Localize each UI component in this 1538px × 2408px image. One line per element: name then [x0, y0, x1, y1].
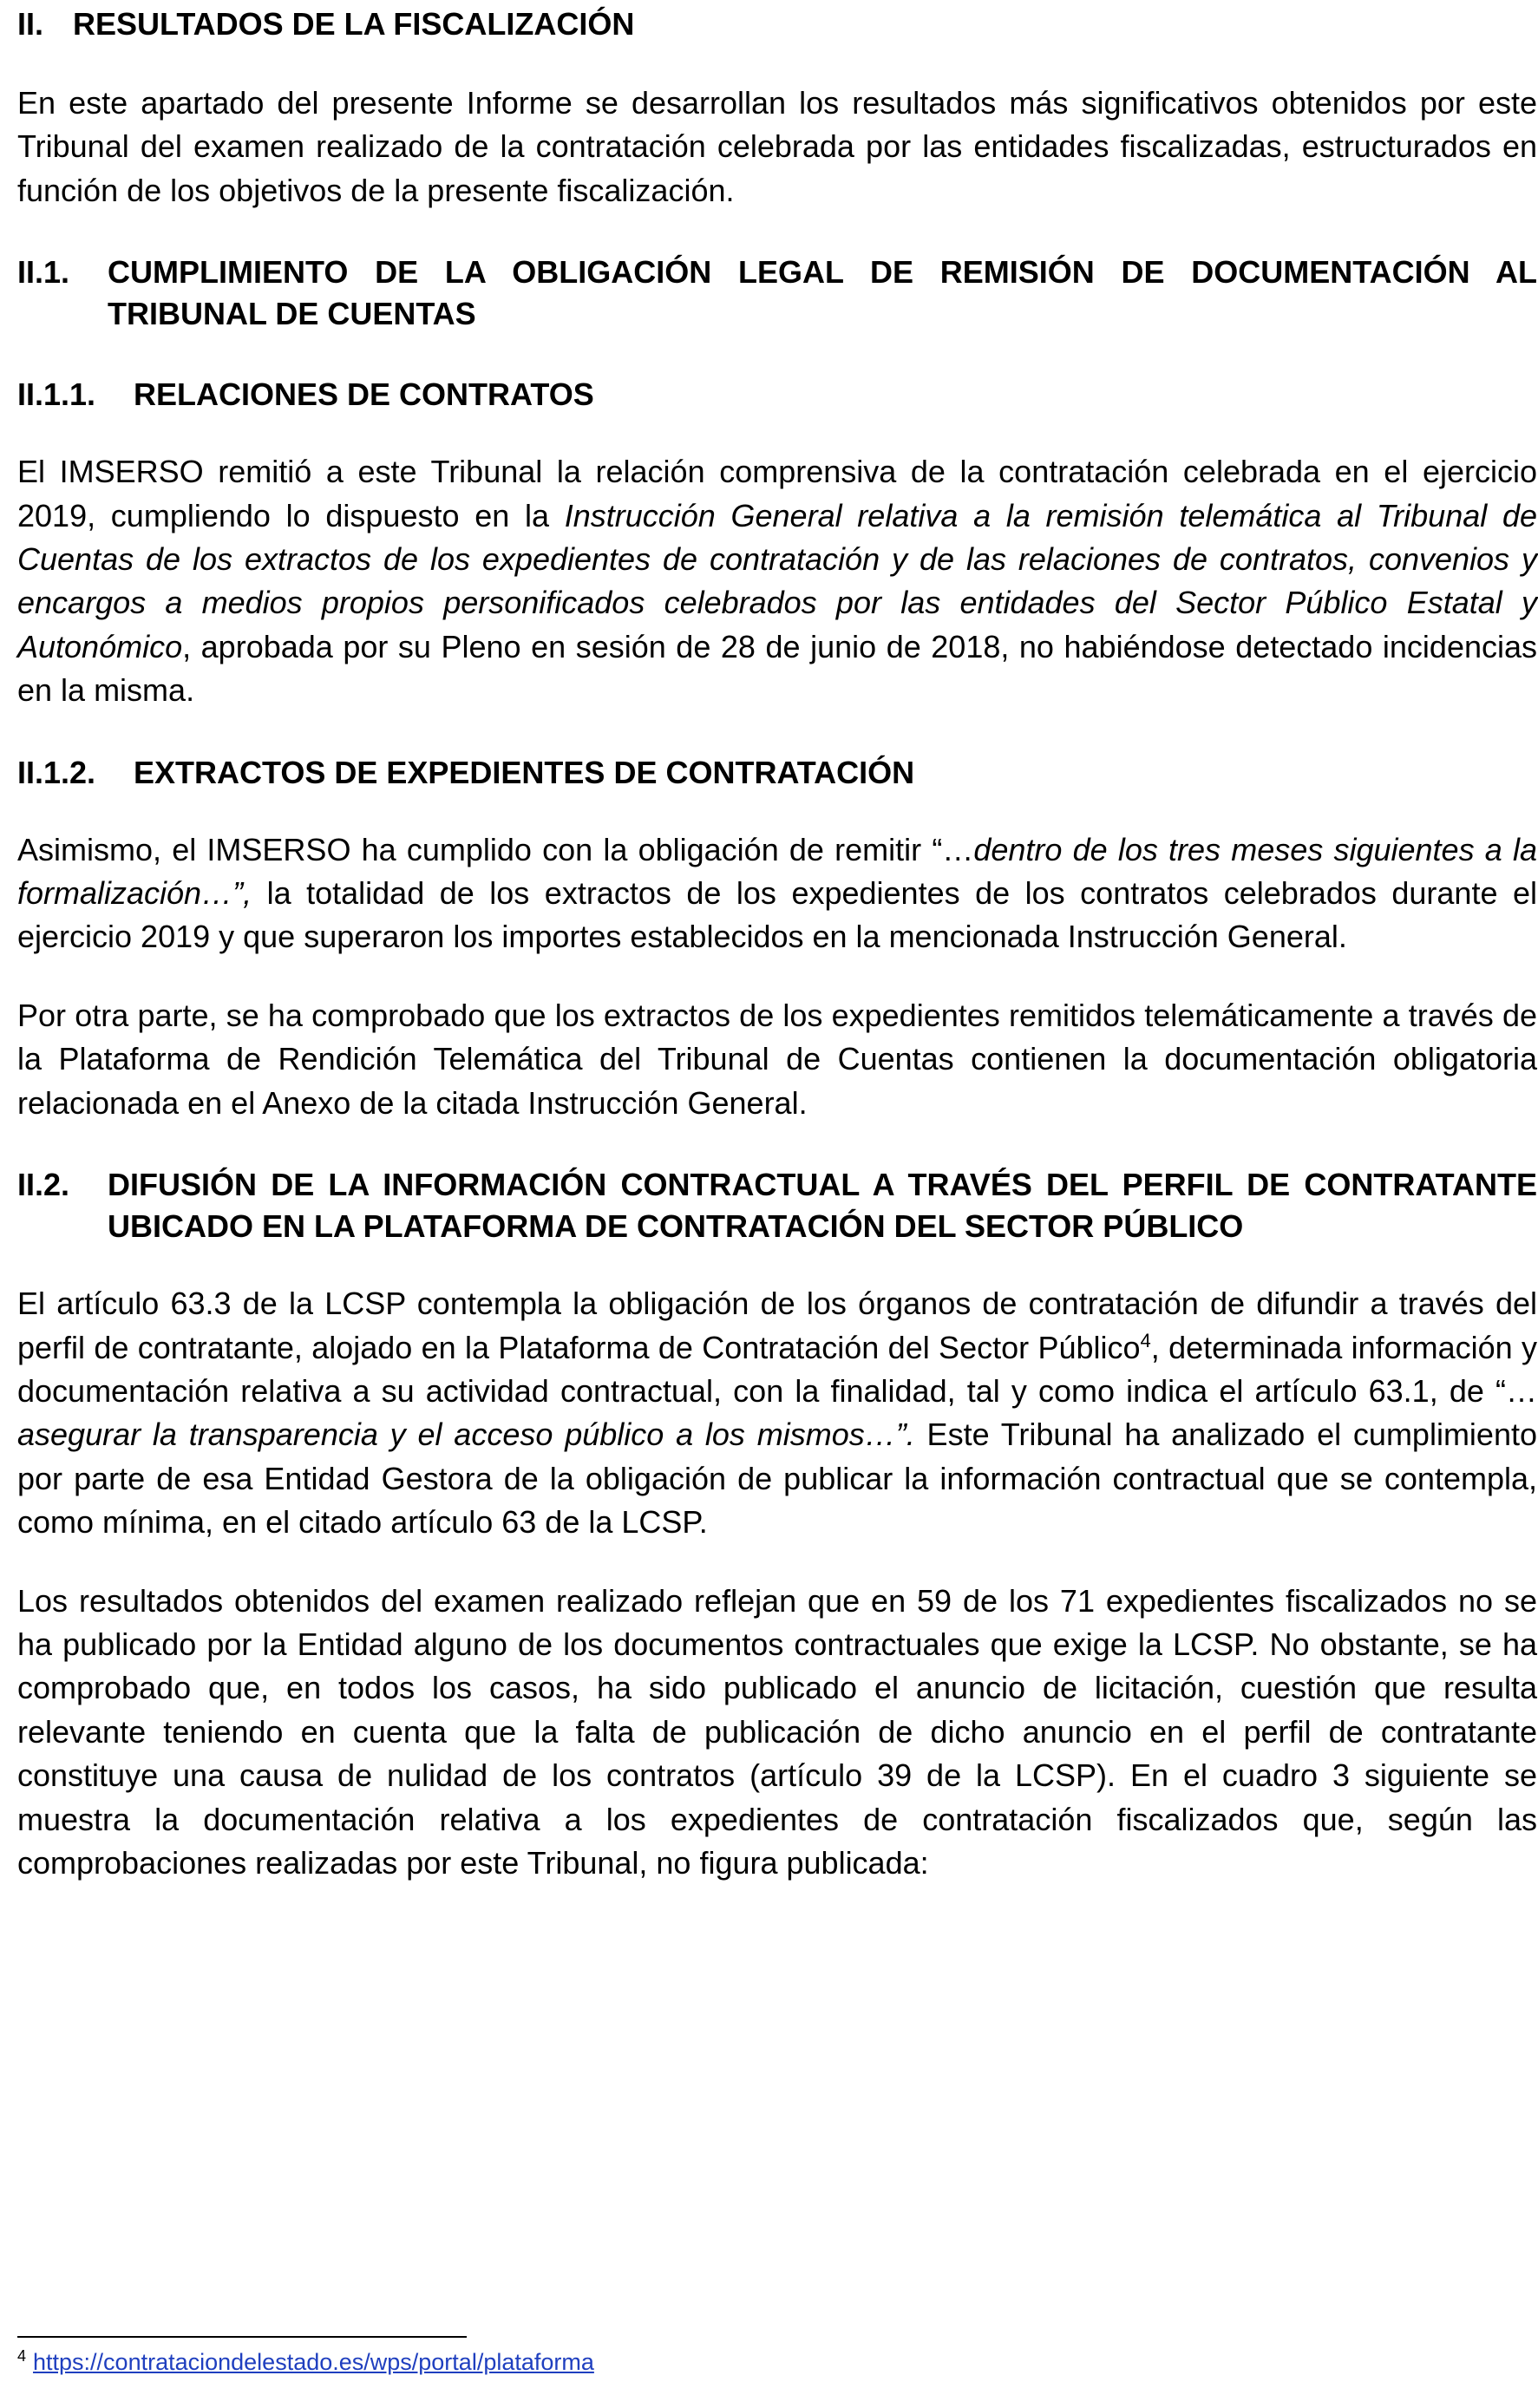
subsection-heading-1 [17, 252, 1537, 335]
footnote-reference[interactable]: 4 [1140, 1329, 1151, 1351]
subsection-number: II.2. [17, 1167, 70, 1203]
footnote-divider [17, 2336, 467, 2338]
subsection-heading-1-1 [17, 374, 1537, 416]
difusion-paragraph-2: Los resultados obtenidos del examen realizado reflejan que en 59 de los 71 expedientes fiscalizados no se ha publicado por la Entidad alguno de los documentos contractuales que exige la LCSP. No obstante, se ha comprobado que, en todos los casos, ha sido publicado el anuncio de licitación, cuestión que resulta relevante teniendo en cuenta que la falta de publicación de dicho anuncio en el perfil de contratante constituye una causa de nulidad de los contratos (artículo 39 de la LCSP). En el cuadro 3 siguiente se muestra la documentación relativa a los expedientes de contratación fiscalizados que, según las comprobaciones realizadas por este Tribunal, no figura publicada: [17, 1582, 1537, 1881]
quote-italic: asegurar la transparencia y el acceso público a los mismos…”. [17, 1417, 915, 1453]
subsection-title: CUMPLIMIENTO DE LA OBLIGACIÓN LEGAL DE REMISIÓN DE DOCUMENTACIÓN AL TRIBUNAL DE CUENTAS [108, 254, 1537, 332]
instruction-title-italic: Instrucción General relativa a la remisión telemática al Tribunal de Cuentas de los extractos de los expedientes de contratación y de las relaciones de contratos, convenios y encargos a medios propios personificados celebrados por las entidades del Sector Público Estatal y Autonómico [17, 497, 1538, 664]
document-body [17, 0, 1537, 1885]
section-heading [17, 0, 1537, 47]
subsection-heading-2 [17, 1164, 1537, 1247]
subsection-heading-1-2 [17, 752, 1537, 794]
relaciones-paragraph: El IMSERSO remitió a este Tribunal la relación comprensiva de la contratación celebrada en el ejercicio 2019, cumpliendo lo dispuesto en la Instrucción General relativa a la remisión telemática al Tribunal de Cuentas de los extractos de los expedientes de contratación y de las relaciones de contratos, convenios y encargos a medios propios personificados celebrados por las entidades del Sector Público Estatal y Autonómico, aprobada por su Pleno en sesión de 28 de junio de 2018, no habiéndose detectado incidencias en la misma. [17, 454, 1538, 709]
section-number: II. [17, 6, 44, 42]
footnote [17, 2346, 594, 2378]
extractos-paragraph-2: Por otra parte, se ha comprobado que los extractos de los expedientes remitidos telemáticamente a través de la Plataforma de Rendición Telemática del Tribunal de Cuentas contienen la documentación obligatoria relacionada en el Anexo de la citada Instrucción General. [17, 997, 1537, 1121]
subsection-number: II.1. [17, 254, 70, 291]
difusion-paragraph-1: El artículo 63.3 de la LCSP contempla la obligación de los órganos de contratación de difundir a través del perfil de contratante, alojado en la Plataforma de Contratación del Sector Público$^4$, determinada información y documentación relativa a su actividad contractual, con la finalidad, tal y como indica el artículo 63.1, de “…asegurar la transparencia y el acceso público a los mismos…”. Este Tribunal ha analizado el cumplimiento por parte de esa Entidad Gestora de la obligación de publicar la información contractual que se contempla, como mínima, en el citado artículo 63 de la LCSP. [17, 1286, 1538, 1541]
extractos-paragraph-1: Asimismo, el IMSERSO ha cumplido con la obligación de remitir “…dentro de los tres meses siguientes a la formalización…”, la totalidad de los extractos de los expedientes de los contratos celebrados durante el ejercicio 2019 y que superaron los importes establecidos en la mencionada Instrucción General. [17, 831, 1537, 955]
subsection-title: EXTRACTOS DE EXPEDIENTES DE CONTRATACIÓN [134, 754, 915, 790]
quote-italic: dentro de los tres meses siguientes a la formalización…”, [17, 831, 1537, 912]
footnote-link[interactable]: https://contrataciondelestado.es/wps/portal/plataforma [33, 2349, 594, 2375]
subsection-title: DIFUSIÓN DE LA INFORMACIÓN CONTRACTUAL A TRAVÉS DEL PERFIL DE CONTRATANTE UBICADO EN LA PLATAFORMA DE CONTRATACIÓN DEL SECTOR PÚBLICO [108, 1167, 1537, 1245]
section-title: RESULTADOS DE LA FISCALIZACIÓN [73, 6, 635, 42]
intro-paragraph: En este apartado del presente Informe se desarrollan los resultados más significativos obtenidos por este Tribunal del examen realizado de la contratación celebrada por las entidades fiscalizadas, estructurados en función de los objetivos de la presente fiscalización. [17, 85, 1537, 208]
subsection-number: II.1.2. [17, 754, 96, 790]
subsection-number: II.1.1. [17, 376, 96, 413]
footnote-number: 4 [17, 2347, 27, 2365]
subsection-title: RELACIONES DE CONTRATOS [134, 376, 594, 413]
